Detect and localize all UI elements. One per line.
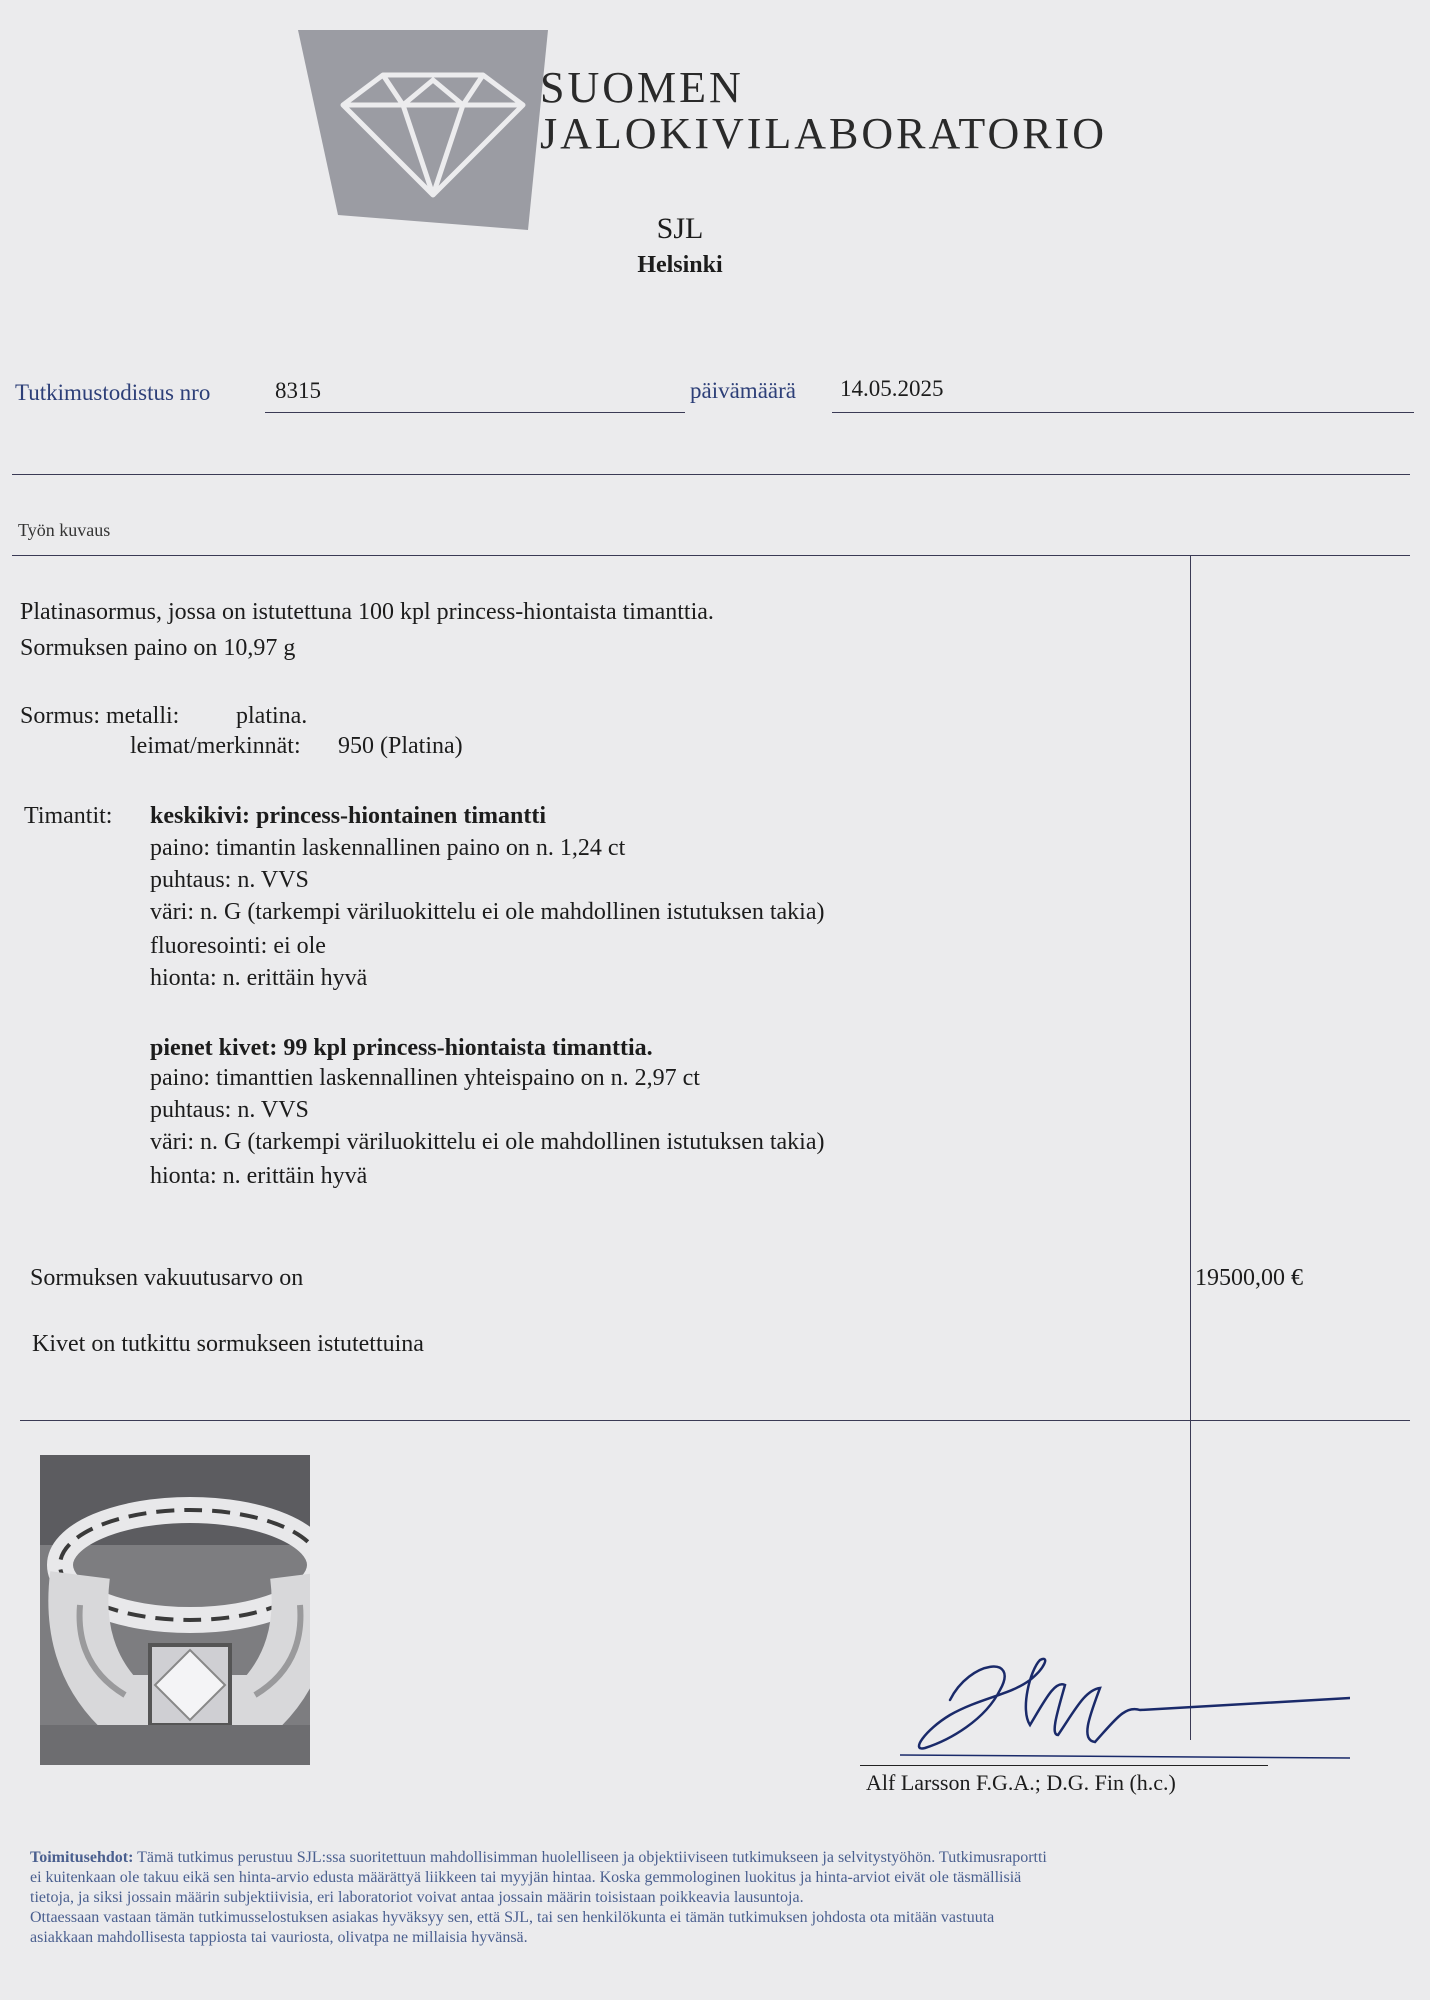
date-underline	[832, 412, 1414, 413]
cert-number-underline	[265, 412, 685, 413]
date-label: päivämäärä	[690, 378, 796, 403]
signature	[880, 1640, 1350, 1770]
insurance-value: 19500,00 €	[1195, 1265, 1303, 1291]
vertical-rule	[1190, 555, 1191, 1740]
ring-marks-value: 950 (Platina)	[338, 733, 463, 759]
small-stones-color: väri: n. G (tarkempi väriluokittelu ei ole mahdollinen istutuksen takia)	[150, 1129, 825, 1155]
ring-illustration	[40, 1455, 310, 1765]
cert-number-label: Tutkimustodistus nro	[15, 380, 211, 405]
diamond-icon	[298, 30, 548, 230]
logo-line2: JALOKIVILABORATORIO	[540, 109, 1108, 158]
logo-line1: SUOMEN	[540, 63, 744, 112]
logo-abbr: SJL	[656, 212, 704, 245]
center-stone-weight: paino: timantin laskennallinen paino on n. 1,24 ct	[150, 835, 626, 861]
divider-top	[12, 474, 1410, 475]
terms-line5: asiakkaan mahdollisesta tappiosta tai vauriosta, olivatpa ne millaisia hyvänsä.	[30, 1929, 528, 1946]
terms-title: Toimitusehdot:	[30, 1849, 134, 1866]
center-stone-clarity: puhtaus: n. VVS	[150, 867, 309, 893]
examined-note: Kivet on tutkittu sormukseen istutettuina	[32, 1331, 424, 1357]
center-stone-title: keskikivi: princess-hiontainen timantti	[150, 803, 547, 829]
work-label: Työn kuvaus	[18, 520, 111, 540]
terms	[30, 1848, 1390, 1948]
description-line1: Platinasormus, jossa on istutettuna 100 kpl princess-hiontaista timanttia.	[20, 599, 714, 625]
divider-work	[12, 555, 1410, 556]
terms-line2: ei kuitenkaan ole takuu eikä sen hinta-arvio edusta määrättyä liikkeen tai myyjän hintaa. Koska gemmologinen luokitus ja hinta-arviot eivät ole täsmällisiä	[30, 1869, 1022, 1886]
center-stone-fluorescence: fluoresointi: ei ole	[150, 933, 326, 959]
small-stones-clarity: puhtaus: n. VVS	[150, 1097, 309, 1123]
signature-line	[860, 1765, 1268, 1766]
center-stone-cut: hionta: n. erittäin hyvä	[150, 965, 368, 991]
divider-bottom	[20, 1420, 1410, 1421]
center-stone-color: väri: n. G (tarkempi väriluokittelu ei ole mahdollinen istutuksen takia)	[150, 899, 825, 925]
ring-metal-label: Sormus: metalli:	[20, 703, 180, 729]
cert-number: 8315	[275, 378, 321, 403]
terms-line1: Tämä tutkimus perustuu SJL:ssa suoritettuun mahdollisimman huolelliseen ja objektiiviseen tutkimukseen ja selvitystyöhön. Tutkimusraportti	[137, 1849, 1047, 1866]
ring-metal-value: platina.	[236, 703, 308, 729]
diamonds-label: Timantit:	[24, 803, 113, 829]
insurance-label: Sormuksen vakuutusarvo on	[30, 1265, 304, 1291]
description-line2: Sormuksen paino on 10,97 g	[20, 635, 296, 661]
logo-city: Helsinki	[637, 252, 723, 278]
ring-photo	[40, 1455, 310, 1765]
small-stones-title: pienet kivet: 99 kpl princess-hiontaista timanttia.	[150, 1035, 653, 1061]
terms-line3: tietoja, ja siksi jossain määrin subjektiivisia, eri laboratoriot voivat antaa jossain määrin toisistaan poikkeavia lausuntoja.	[30, 1889, 804, 1906]
small-stones-cut: hionta: n. erittäin hyvä	[150, 1163, 368, 1189]
ring-marks-label: leimat/merkinnät:	[130, 733, 301, 759]
signatory-name: Alf Larsson F.G.A.; D.G. Fin (h.c.)	[866, 1770, 1176, 1795]
date-value: 14.05.2025	[840, 376, 944, 401]
small-stones-weight: paino: timanttien laskennallinen yhteispaino on n. 2,97 ct	[150, 1065, 700, 1091]
terms-line4: Ottaessaan vastaan tämän tutkimusselostuksen asiakas hyväksyy sen, että SJL, tai sen henkilökunta ei tämän tutkimuksen johdosta ota mitään vastuuta	[30, 1909, 995, 1926]
